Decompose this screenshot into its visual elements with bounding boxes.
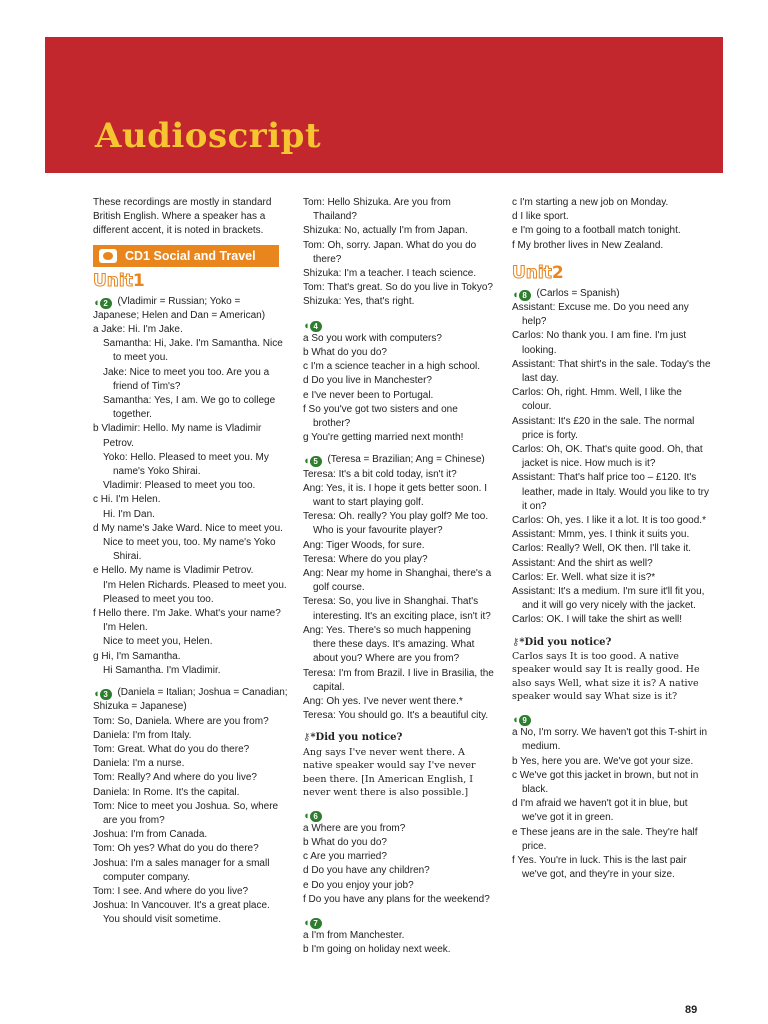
track-7-header xyxy=(303,915,496,929)
script-line: Carlos: Oh, OK. That's quite good. Oh, that jacket is nice. How much is it? xyxy=(512,444,703,470)
script-line: Joshua: In Vancouver. It's a great place. You should visit sometime. xyxy=(93,900,270,926)
script-line: Tom: Oh yes? What do you do there? xyxy=(93,843,259,855)
script-line: c I'm a science teacher in a high school. xyxy=(303,361,481,373)
script-line: Daniela: I'm a nurse. xyxy=(93,758,185,770)
script-line: Carlos: Er. Well. what size it is?* xyxy=(512,571,656,583)
track-2-script xyxy=(93,323,288,678)
track-4-header xyxy=(303,318,496,332)
track-7-script xyxy=(303,929,496,957)
script-line: b Vladimir: Hello. My name is Vladimir Petrov. xyxy=(93,423,262,449)
script-line: Assistant: It's a medium. I'm sure it'll fit you, and it will go very nicely with the jacket. xyxy=(512,586,705,612)
track-5-script xyxy=(303,468,496,724)
script-line: a No, I'm sorry. We haven't got this T-shirt in medium. xyxy=(512,727,707,753)
track-3-header: ◖ 3 (Daniela = Italian; Joshua = Canadian; Shizuka = Japanese) xyxy=(93,687,288,713)
track-icon: ◖ 9 xyxy=(512,715,531,726)
script-line: Carlos: No thank you. I am fine. I'm just looking. xyxy=(512,330,687,356)
script-line: b I'm going on holiday next week. xyxy=(303,944,451,956)
track-icon: ◖ 5 xyxy=(303,456,322,467)
track-4-script xyxy=(303,332,496,446)
script-line: c Are you married? xyxy=(303,851,387,863)
script-line: Tom: That's great. So do you live in Tokyo? xyxy=(303,282,493,294)
script-line: Samantha: Hi, Jake. I'm Samantha. Nice to meet you. xyxy=(103,338,283,364)
intro-text: These recordings are mostly in standard British English. Where a speaker has a different accent, it is noted in brackets. xyxy=(93,197,272,237)
script-line: Teresa: It's a bit cold today, isn't it? xyxy=(303,468,457,480)
script-line: Tom: Nice to meet you Joshua. So, where are you from? xyxy=(93,800,279,826)
script-line: Carlos: Oh, right. Hmm. Well, I like the colour. xyxy=(512,387,682,413)
script-line: Joshua: I'm from Canada. xyxy=(93,829,208,841)
script-line: Ang: Near my home in Shanghai, there's a golf course. xyxy=(303,568,492,594)
script-line: Teresa: I'm from Brazil. I live in Brasilia, the capital. xyxy=(303,667,494,693)
script-line: Assistant: Mmm, yes. I think it suits you. xyxy=(512,529,690,541)
script-line: Ang: Yes, it is. I hope it gets better soon. I want to start playing golf. xyxy=(303,482,488,509)
script-line: Teresa: So, you live in Shanghai. That's interesting. It's an exciting place, isn't it? xyxy=(303,596,491,622)
script-line: Daniela: In Rome. It's the capital. xyxy=(93,786,240,798)
script-line: f Hello there. I'm Jake. What's your name? xyxy=(93,608,281,620)
script-line: I'm Helen Richards. Pleased to meet you. xyxy=(103,579,287,591)
key-icon: ⚷ xyxy=(303,732,311,744)
script-line: Tom: I see. And where do you live? xyxy=(93,885,249,897)
script-line: f Yes. You're in luck. This is the last pair we've got, and they're in your size. xyxy=(512,854,687,881)
script-line: Vladimir: Pleased to meet you too. xyxy=(103,480,256,492)
track-icon: ◖ 6 xyxy=(303,811,322,822)
track-9-header xyxy=(512,712,712,726)
did-you-notice-heading: ⚷*Did you notice? xyxy=(303,732,403,744)
script-line: Daniela: I'm from Italy. xyxy=(93,729,192,741)
cd-section-bar xyxy=(93,245,279,267)
script-line: e Do you enjoy your job? xyxy=(303,879,414,891)
script-line: Tom: Great. What do you do there? xyxy=(93,743,250,755)
script-line: I'm Helen. xyxy=(103,622,148,634)
script-line: f Do you have any plans for the weekend? xyxy=(303,893,490,905)
track-3-continued xyxy=(303,196,496,310)
script-line: b Yes, here you are. We've got your size. xyxy=(512,755,694,767)
track-icon: ◖ 2 xyxy=(93,298,112,309)
page-title: Audioscript xyxy=(95,116,322,156)
script-line: a So you work with computers? xyxy=(303,332,442,344)
script-line: Tom: Hello Shizuka. Are you from Thailand? xyxy=(303,197,451,223)
did-you-notice-text: Carlos says It is too good. A native speaker would say It is really good. He also says Well, what size it is? A native speaker would say What size is it? xyxy=(512,650,700,703)
script-line: Carlos: Oh, yes. I like it a lot. It is too good.* xyxy=(512,515,706,527)
script-line: Shizuka: I'm a teacher. I teach science. xyxy=(303,268,477,280)
script-line: b What do you do? xyxy=(303,347,387,359)
script-line: d Do you have any children? xyxy=(303,865,430,877)
script-line: Teresa: Oh. really? You play golf? Me too. Who is your favourite player? xyxy=(303,511,489,537)
track-9-script xyxy=(512,726,712,882)
script-line: d I'm afraid we haven't got it in blue, but we've got it in green. xyxy=(512,798,688,824)
script-line: Ang: Tiger Woods, for sure. xyxy=(303,539,425,551)
script-line: Tom: Really? And where do you live? xyxy=(93,772,257,784)
did-you-notice-heading: ⚷*Did you notice? xyxy=(512,636,612,648)
script-line: a Where are you from? xyxy=(303,822,406,834)
script-line: Teresa: Where do you play? xyxy=(303,553,428,565)
column-3 xyxy=(512,196,712,882)
track-icon: ◖ 7 xyxy=(303,918,322,929)
script-line: e I've never been to Portugal. xyxy=(303,389,434,401)
header-banner xyxy=(45,37,723,173)
script-line: Assistant: That's half price too – £120. It's leather, made in Italy. Would you like to try it on? xyxy=(512,472,709,512)
script-line: e These jeans are in the sale. They're half price. xyxy=(512,826,698,852)
script-line: Assistant: And the shirt as well? xyxy=(512,557,653,569)
track-7-continued xyxy=(512,196,712,253)
script-line: c We've got this jacket in brown, but not in black. xyxy=(512,769,699,795)
script-line: g Hi, I'm Samantha. xyxy=(93,650,181,662)
script-line: Jake: Nice to meet you too. Are you a friend of Tim's? xyxy=(103,366,270,392)
script-line: Samantha: Yes, I am. We go to college together. xyxy=(103,395,276,421)
track-2-header: ◖ 2 (Vladimir = Russian; Yoko = Japanese; Helen and Dan = American) xyxy=(93,295,266,321)
script-line: Pleased to meet you too. xyxy=(103,593,214,605)
unit-1-heading: Unit1 xyxy=(93,270,145,291)
script-line: Nice to meet you, Helen. xyxy=(103,636,213,648)
script-line: Ang: Oh yes. I've never went there.* xyxy=(303,695,463,707)
track-8-script xyxy=(512,301,712,628)
track-8-header: ◖ 8 (Carlos = Spanish) xyxy=(512,287,620,301)
cd-section-label: CD1 Social and Travel xyxy=(125,248,256,263)
script-line: Ang: Yes. There's so much happening there these days. It's amazing. What about you? Where are you from? xyxy=(303,624,475,665)
script-line: Assistant: It's £20 in the sale. The normal price is forty. xyxy=(512,415,695,441)
track-6-script xyxy=(303,822,496,907)
script-line: Teresa: You should go. It's a beautiful city. xyxy=(303,710,489,722)
page-number: 89 xyxy=(685,1004,698,1016)
script-line: Carlos: OK. I will take the shirt as well! xyxy=(512,614,683,626)
script-line: Tom: So, Daniela. Where are you from? xyxy=(93,715,269,727)
script-line: c I'm starting a new job on Monday. xyxy=(512,197,669,208)
script-line: a Jake: Hi. I'm Jake. xyxy=(93,324,183,336)
script-line: b What do you do? xyxy=(303,836,387,848)
script-line: g You're getting married next month! xyxy=(303,432,464,444)
script-line: e I'm going to a football match tonight. xyxy=(512,225,681,237)
script-line: Yoko: Hello. Pleased to meet you. My name's Yoko Shirai. xyxy=(103,451,269,478)
did-you-notice-text: Ang says I've never went there. A native speaker would say I've never been there. [In American English, I never went there is also possible.] xyxy=(303,746,476,799)
track-5-header: ◖ 5 (Teresa = Brazilian; Ang = Chinese) xyxy=(303,454,485,468)
cd-icon xyxy=(99,249,117,263)
track-icon: ◖ 4 xyxy=(303,321,322,332)
track-icon: ◖ 3 xyxy=(93,689,112,700)
script-line: Hi. I'm Dan. xyxy=(103,508,155,520)
script-line: f My brother lives in New Zealand. xyxy=(512,239,664,251)
script-line: d My name's Jake Ward. Nice to meet you. xyxy=(93,522,283,534)
script-line: Carlos: Really? Well, OK then. I'll take it. xyxy=(512,543,692,555)
track-6-header xyxy=(303,808,496,822)
script-line: Shizuka: Yes, that's right. xyxy=(303,296,415,308)
script-line: e Hello. My name is Vladimir Petrov. xyxy=(93,565,254,577)
script-line: Hi Samantha. I'm Vladimir. xyxy=(103,664,221,676)
column-1 xyxy=(93,196,288,928)
script-line: Assistant: That shirt's in the sale. Today's the last day. xyxy=(512,358,711,385)
script-line: d I like sport. xyxy=(512,211,569,223)
key-icon: ⚷ xyxy=(512,636,520,648)
script-line: f So you've got two sisters and one brother? xyxy=(303,403,458,430)
script-line: Shizuka: No, actually I'm from Japan. xyxy=(303,225,468,237)
script-line: Assistant: Excuse me. Do you need any help? xyxy=(512,302,689,328)
track-3-script xyxy=(93,715,288,928)
script-line: Joshua: I'm a sales manager for a small computer company. xyxy=(93,857,270,883)
track-icon: ◖ 8 xyxy=(512,290,531,301)
script-line: a I'm from Manchester. xyxy=(303,930,405,942)
script-line: Tom: Oh, sorry. Japan. What do you do there? xyxy=(303,239,477,265)
unit-2-heading: Unit2 xyxy=(512,262,564,283)
column-2 xyxy=(303,196,496,958)
script-line: c Hi. I'm Helen. xyxy=(93,494,161,506)
script-line: Nice to meet you, too. My name's Yoko Shirai. xyxy=(103,537,276,563)
script-line: d Do you live in Manchester? xyxy=(303,375,432,387)
